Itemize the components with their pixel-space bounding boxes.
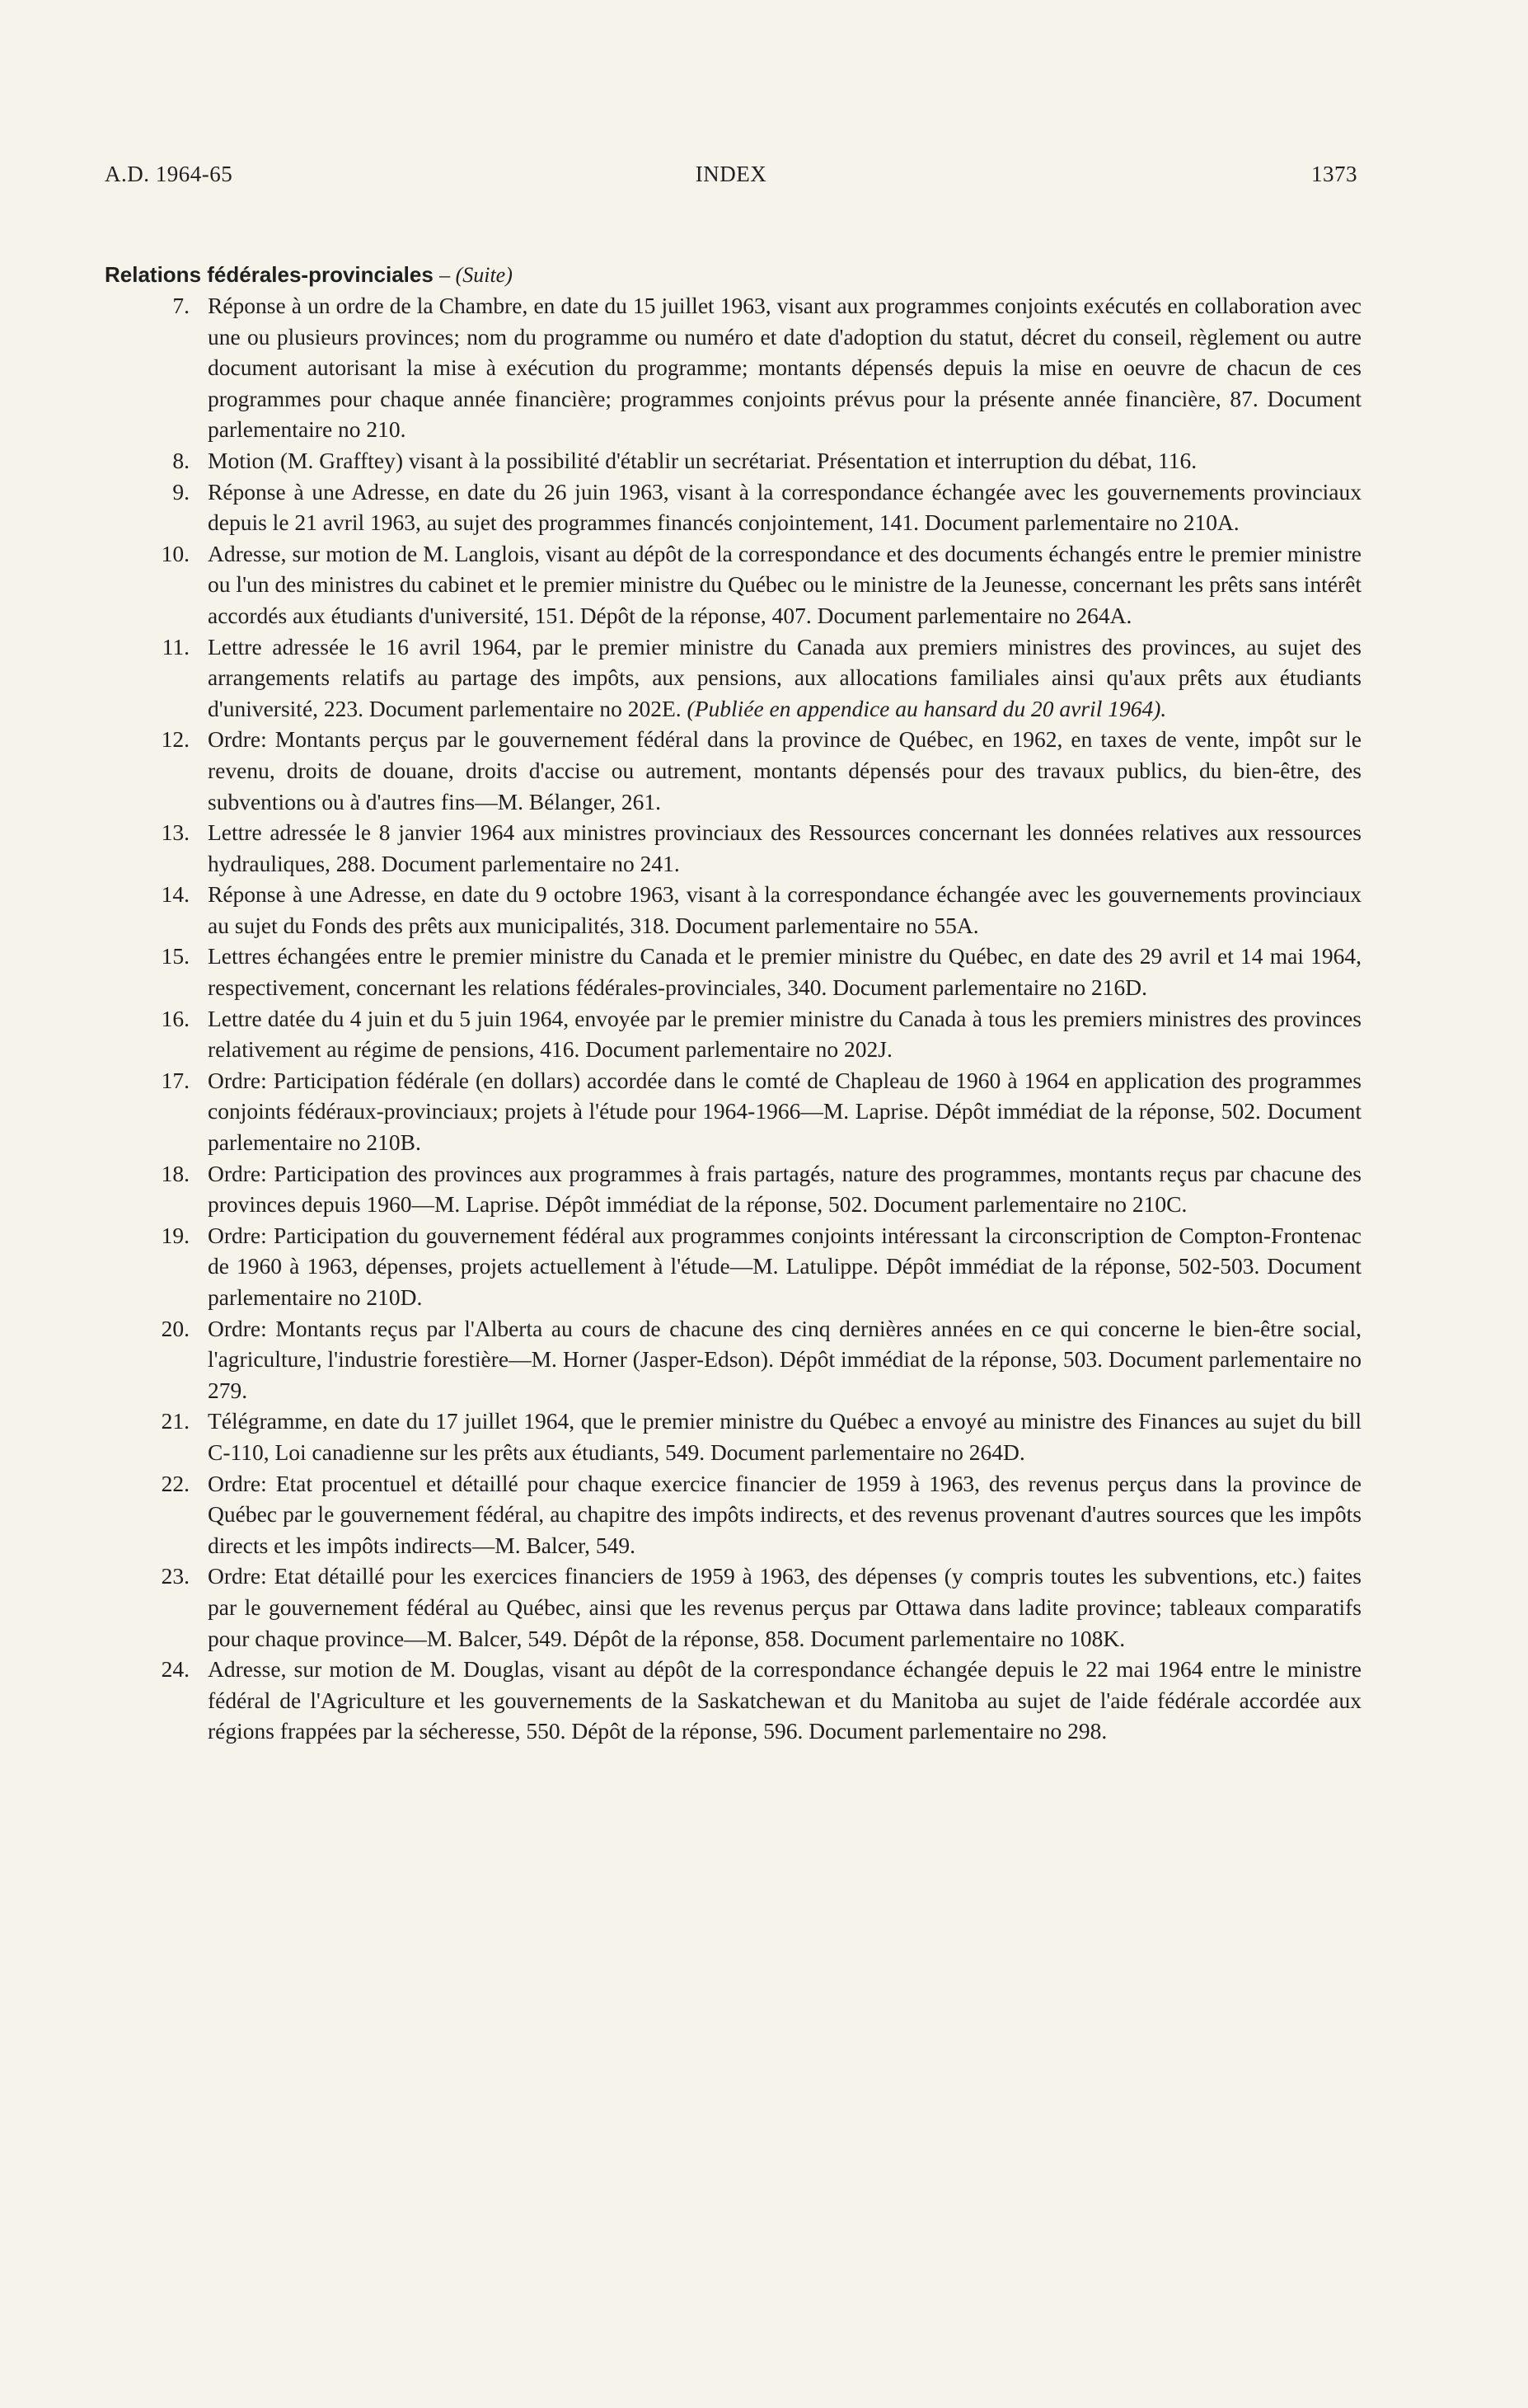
entry-number: 10. (161, 540, 190, 566)
index-entry (148, 941, 1362, 1002)
entry-text: Ordre: Montants reçus par l'Alberta au cours de chacune des cinq dernières années en ce qui concerne le bien-être social, l'agriculture, l'industrie forestière—M. Horner (Jasper-Edson). Dépôt immédiat de la réponse, 503. Document parlementaire no 279. (208, 1315, 1362, 1403)
index-entry (148, 1065, 1362, 1158)
entry-number: 24. (161, 1656, 190, 1683)
index-entry (148, 1158, 1362, 1220)
index-entry (148, 1220, 1362, 1313)
section-heading (105, 262, 513, 288)
entry-text: Lettre datée du 4 juin et du 5 juin 1964, envoyée par le premier ministre du Canada à tous les premiers ministres des provinces relativement au régime de pensions, 416. Document parlementaire no 202J. (208, 1005, 1362, 1063)
index-entry (148, 476, 1362, 538)
index-entry (148, 817, 1362, 879)
entry-number: 16. (161, 1005, 190, 1031)
index-entry (148, 1561, 1362, 1654)
entry-italic-note: (Publiée en appendice au hansard du 20 avril 1964). (687, 695, 1167, 721)
index-entry (148, 538, 1362, 631)
entry-text: Réponse à un ordre de la Chambre, en date du 15 juillet 1963, visant aux programmes conjoints exécutés en collaboration avec une ou plusieurs provinces; nom du programme ou numéro et date d'adoption du statut, décret du conseil, règlement ou autre document autorisant la mise à exécution du programme; montants dépensés depuis la mise en oeuvre de chacun de ces programmes pour chaque année financière; programmes conjoints prévus pour la présente année financière, 87. Document parlementaire no 210. (208, 293, 1362, 443)
index-entry (148, 631, 1362, 725)
entry-number: 23. (161, 1563, 190, 1589)
entry-text: Adresse, sur motion de M. Langlois, visant au dépôt de la correspondance et des documents échangés entre le premier ministre ou l'un des ministres du cabinet et le premier ministre du Québec ou le ministre de la Jeunesse, concernant les prêts sans intérêt accordés aux étudiants d'université, 151. Dépôt de la réponse, 407. Document parlementaire no 264A. (208, 540, 1362, 628)
entry-text: Télégramme, en date du 17 juillet 1964, que le premier ministre du Québec a envoyé au ministre des Finances au sujet du bill C-110, Loi canadienne sur les prêts aux étudiants, 549. Document parlementaire no 264D. (208, 1408, 1362, 1465)
entry-number: 14. (161, 881, 190, 908)
entry-number: 9. (172, 478, 190, 505)
index-entry (148, 1003, 1362, 1065)
index-entry (148, 879, 1362, 941)
entry-number: 18. (161, 1160, 190, 1186)
header-title: INDEX (695, 162, 767, 186)
index-entries (148, 290, 1362, 1747)
index-entry (148, 1654, 1362, 1747)
entry-text: Motion (M. Grafftey) visant à la possibilité d'établir un secrétariat. Présentation et interruption du débat, 116. (208, 447, 1198, 473)
index-entry (148, 445, 1362, 476)
entry-number: 22. (161, 1470, 190, 1496)
entry-number: 21. (161, 1408, 190, 1434)
entry-number: 7. (172, 293, 190, 318)
page-number: 1373 (1311, 162, 1357, 186)
section-title: Relations fédérales-provinciales (105, 262, 434, 287)
index-entry (148, 1313, 1362, 1406)
entry-number: 17. (161, 1067, 190, 1093)
entry-number: 15. (161, 943, 190, 969)
entry-text: Ordre: Etat détaillé pour les exercices financiers de 1959 à 1963, des dépenses (y compris toutes les subventions, etc.) faites par le gouvernement fédéral au Québec, ainsi que les revenus perçus par Ottawa dans ladite province; tableaux comparatifs pour chaque province—M. Balcer, 549. Dépôt de la réponse, 858. Document parlementaire no 108K. (208, 1563, 1362, 1651)
entry-number: 20. (161, 1315, 190, 1341)
header-year: A.D. 1964-65 (105, 162, 233, 186)
entry-text: Adresse, sur motion de M. Douglas, visant au dépôt de la correspondance échangée depuis le 22 mai 1964 entre le ministre fédéral de l'Agriculture et les gouvernements de la Saskatchewan et du Manitoba au sujet de l'aide fédérale accordée aux régions frappées par la sécheresse, 550. Dépôt de la réponse, 596. Document parlementaire no 298. (208, 1656, 1362, 1744)
index-entry (148, 724, 1362, 817)
entry-text: Ordre: Montants perçus par le gouvernement fédéral dans la province de Québec, en 1962, en taxes de vente, impôt sur le revenu, droits de douane, droits d'accise ou autrement, montants dépensés pour des travaux publics, du bien-être, des subventions ou à d'autres fins—M. Bélanger, 261. (208, 726, 1362, 814)
entry-text: Lettre adressée le 16 avril 1964, par le premier ministre du Canada aux premiers ministres des provinces, au sujet des arrangements relatifs au partage des impôts, aux pensions, aux allocations familiales ainsi qu'aux prêts aux étudiants d'université, 223. Document parlementaire no 202E. (208, 633, 1362, 721)
index-entry (148, 1406, 1362, 1467)
entry-number: 8. (172, 447, 190, 473)
entry-number: 13. (161, 819, 190, 846)
entry-text: Ordre: Participation fédérale (en dollars) accordée dans le comté de Chapleau de 1960 à 1964 en application des programmes conjoints fédéraux-provinciaux; projets à l'étude pour 1964-1966—M. Laprise. Dépôt immédiat de la réponse, 502. Document parlementaire no 210B. (208, 1067, 1362, 1156)
index-entry (148, 290, 1362, 445)
index-entry (148, 1468, 1362, 1561)
entry-text: Ordre: Etat procentuel et détaillé pour chaque exercice financier de 1959 à 1963, des revenus perçus dans la province de Québec par le gouvernement fédéral, au chapitre des impôts indirects, et des revenus provenant d'autres sources que les impôts directs et les impôts indirects—M. Balcer, 549. (208, 1470, 1362, 1558)
entry-text: Ordre: Participation des provinces aux programmes à frais partagés, nature des programmes, montants reçus par chacune des provinces depuis 1960—M. Laprise. Dépôt immédiat de la réponse, 502. Document parlementaire no 210C. (208, 1160, 1362, 1218)
entry-text: Lettre adressée le 8 janvier 1964 aux ministres provinciaux des Ressources concernant les données relatives aux ressources hydrauliques, 288. Document parlementaire no 241. (208, 819, 1362, 876)
entry-text: Ordre: Participation du gouvernement fédéral aux programmes conjoints intéressant la circonscription de Compton-Frontenac de 1960 à 1963, dépenses, projets actuellement à l'étude—M. Latulippe. Dépôt immédiat de la réponse, 502-503. Document parlementaire no 210D. (208, 1222, 1362, 1310)
entry-text: Réponse à une Adresse, en date du 26 juin 1963, visant à la correspondance échangée avec les gouvernements provinciaux depuis le 21 avril 1963, au sujet des programmes financés conjointement, 141. Document parlementaire no 210A. (208, 478, 1362, 536)
entry-number: 19. (161, 1222, 190, 1248)
page-header (105, 162, 1357, 195)
entry-text: Lettres échangées entre le premier ministre du Canada et le premier ministre du Québec, en date des 29 avril et 14 mai 1964, respectivement, concernant les relations fédérales-provinciales, 340. Document parlementaire no 216D. (208, 943, 1362, 1001)
entry-number: 11. (162, 633, 190, 660)
section-suite: – (Suite) (439, 263, 513, 287)
entry-number: 12. (161, 726, 190, 753)
entry-text: Réponse à une Adresse, en date du 9 octobre 1963, visant à la correspondance échangée avec les gouvernements provinciaux au sujet du Fonds des prêts aux municipalités, 318. Document parlementaire no 55A. (208, 881, 1362, 938)
